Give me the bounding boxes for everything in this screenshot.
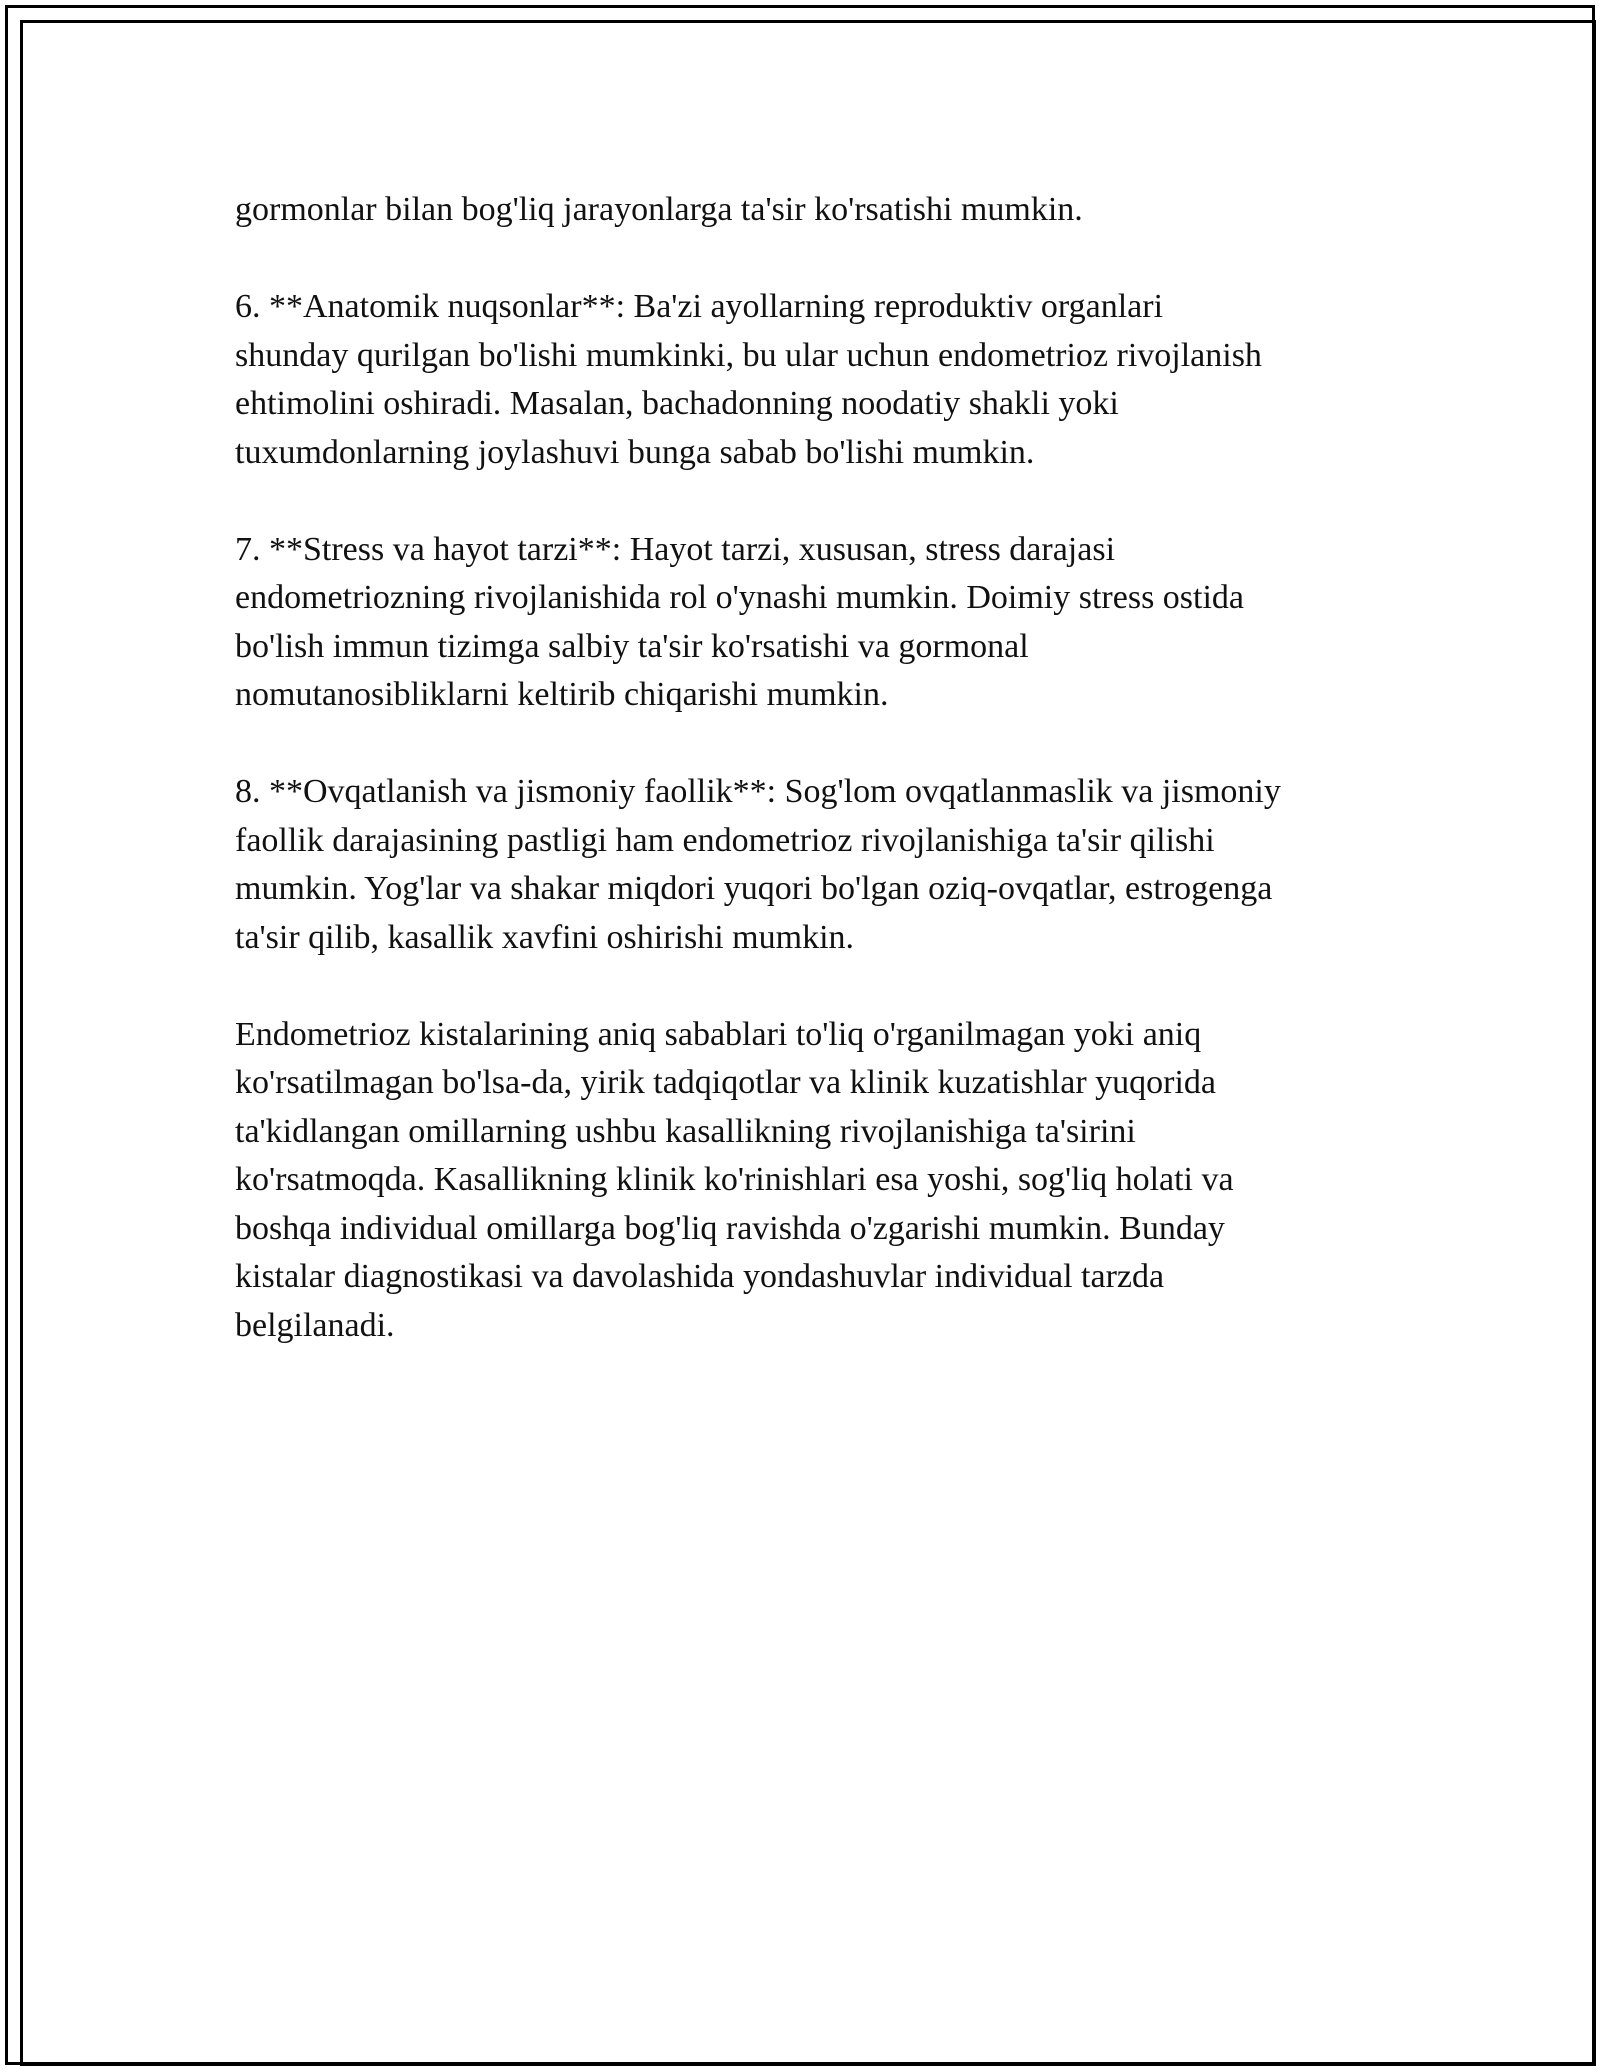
paragraph-nutrition-activity: 8. **Ovqatlanish va jismoniy faollik**: Sog'lom ovqatlanmaslik va jismoniy faollik darajasining pastligi ham endometrioz rivojlanishiga ta'sir qilishi mumkin. Yog'lar va shakar miqdori yuqori bo'lgan oziq-ovqatlar, estrogenga ta'sir qilib, kasallik xavfini oshirishi mumkin. <box>235 773 1281 956</box>
paragraph-continuation: gormonlar bilan bog'liq jarayonlarga ta'sir ko'rsatishi mumkin. <box>235 191 1083 228</box>
paragraph-stress-lifestyle: 7. **Stress va hayot tarzi**: Hayot tarzi, xususan, stress darajasi endometriozning rivojlanishida rol o'ynashi mumkin. Doimiy stress ostida bo'lish immun tizimga salbiy ta'sir ko'rsatishi va gormonal nomutanosibliklarni keltirib chiqarishi mumkin. <box>235 530 1245 713</box>
paragraph-conclusion: Endometrioz kistalarining aniq sabablari to'liq o'rganilmagan yoki aniq ko'rsatilmagan bo'lsa-da, yirik tadqiqotlar va klinik kuzatishlar yuqorida ta'kidlangan omillarning ushbu kasallikning rivojlanishiga ta'sirini ko'rsatmoqda. Kasallikning klinik ko'rinishlari esa yoshi, sog'liq holati va boshqa individual omillarga bog'liq ravishda o'zgarishi mumkin. Bunday kistalar diagnostikasi va davolashida yondashuvlar individual tarzda belgilanadi. <box>235 1015 1234 1344</box>
paragraph-anatomical-defects: 6. **Anatomik nuqsonlar**: Ba'zi ayollarning reproduktiv organlari shunday qurilgan bo'lishi mumkinki, bu ular uchun endometrioz rivojlanish ehtimolini oshiradi. Masalan, bachadonning noodatiy shakli yoki tuxumdonlarning joylashuvi bunga sabab bo'lishi mumkin. <box>235 288 1262 471</box>
document-body <box>235 186 1375 1399</box>
